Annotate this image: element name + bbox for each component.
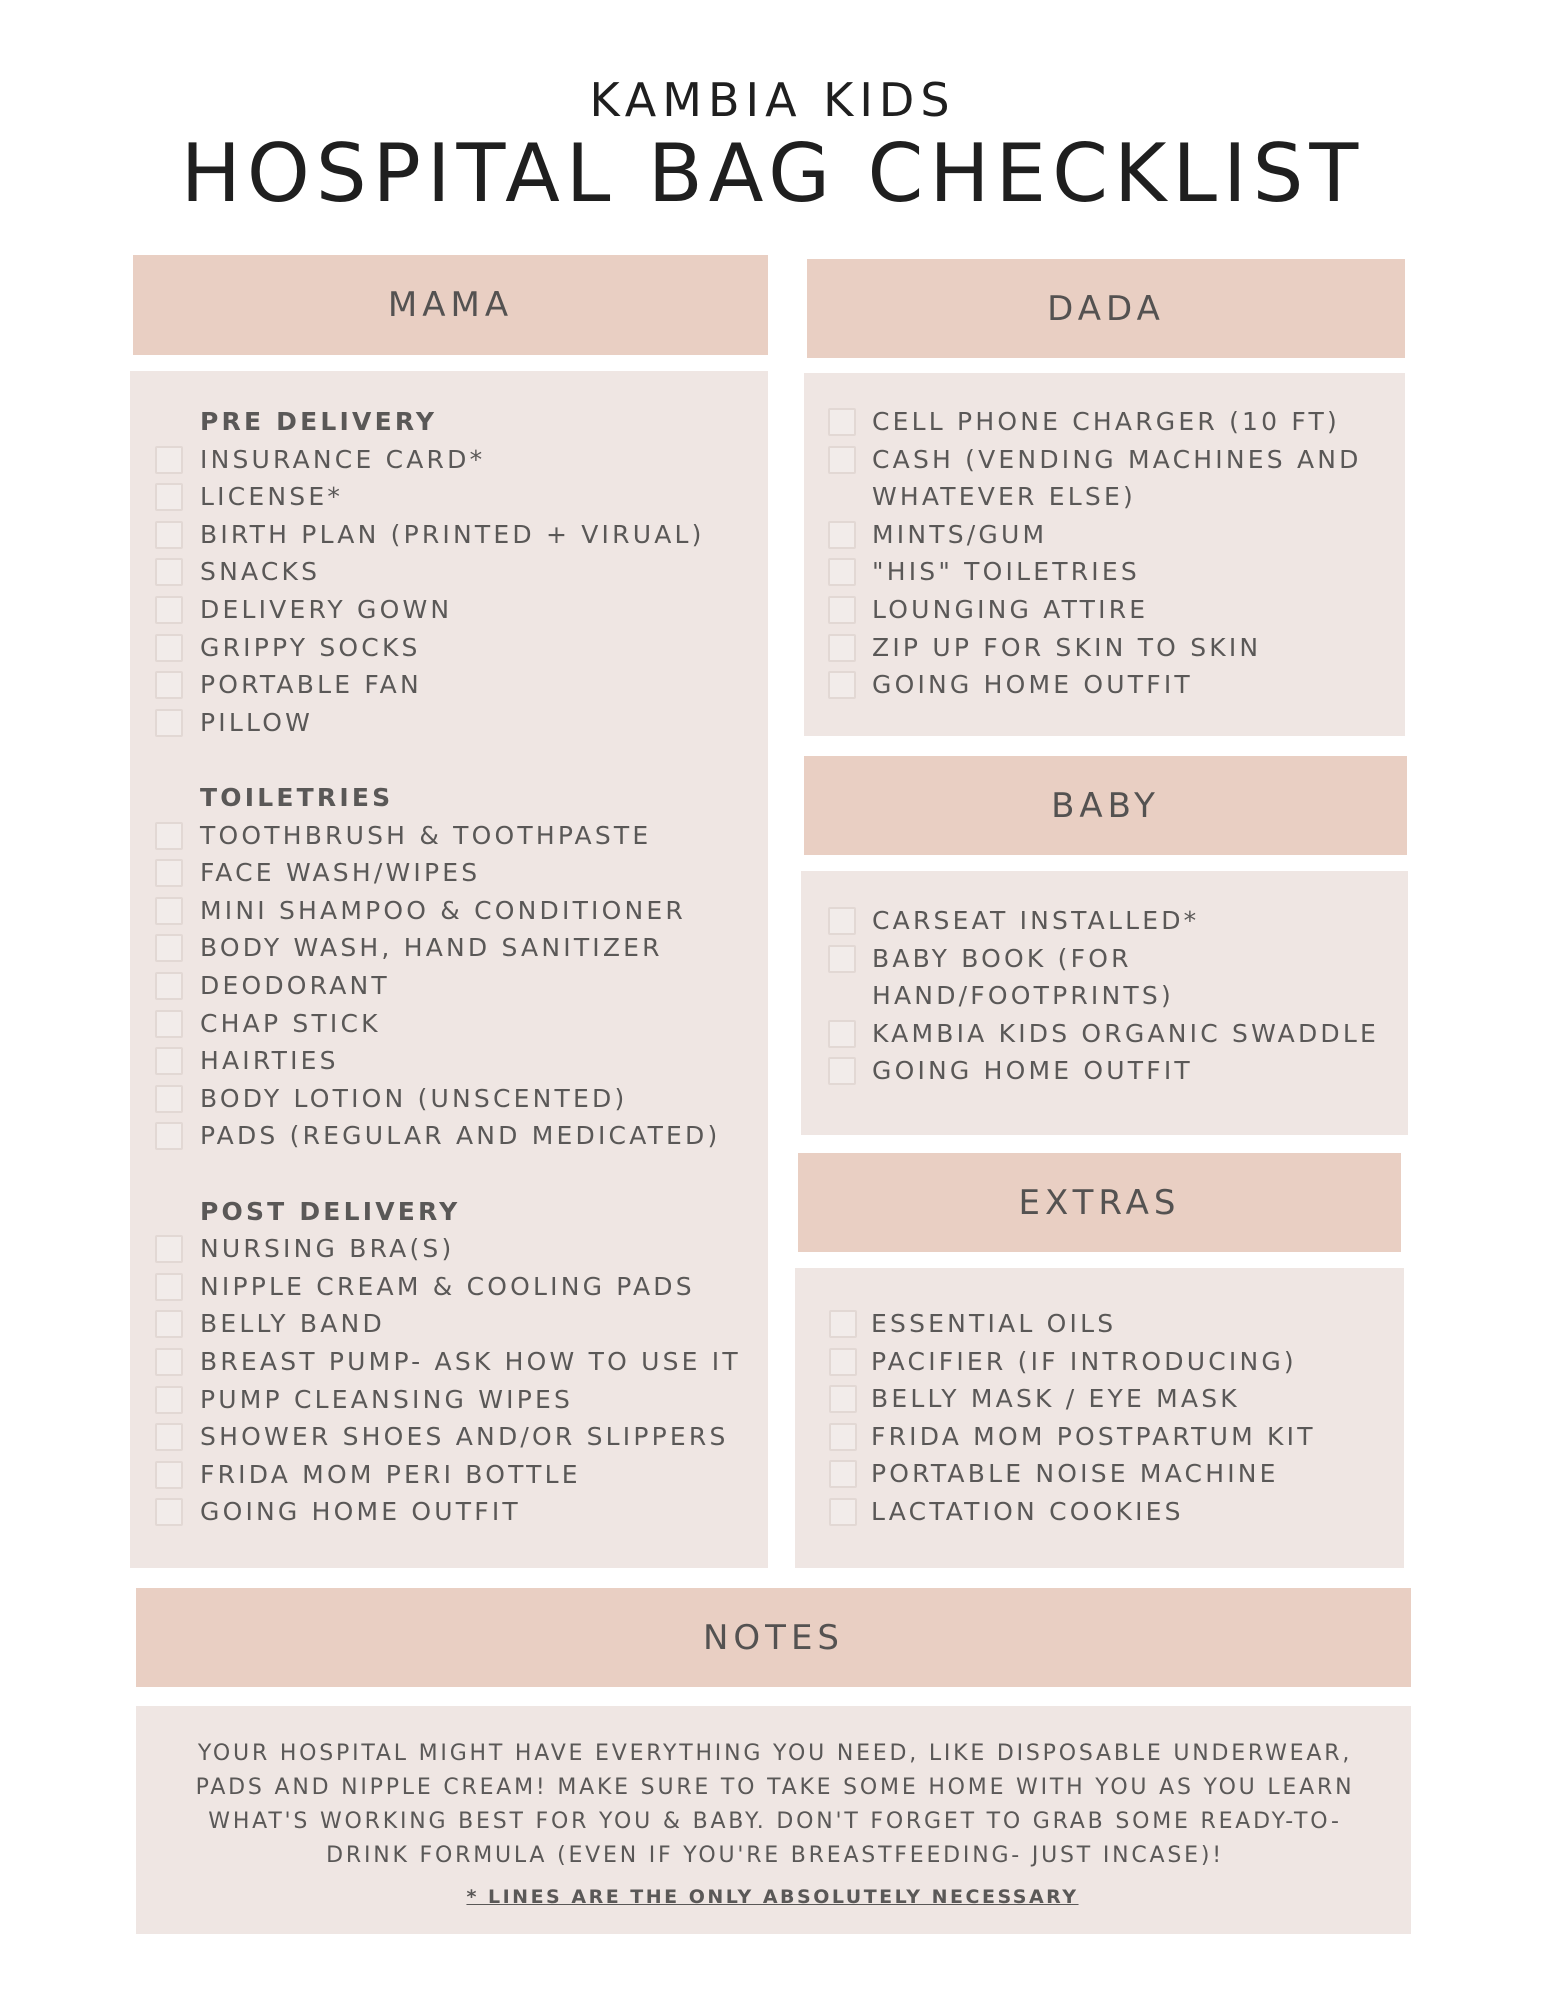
checkbox[interactable] [155, 1310, 183, 1338]
checklist-item: HAIRTIES [200, 1046, 339, 1076]
baby-heading: BABY [1051, 785, 1160, 826]
checkbox[interactable] [155, 1235, 183, 1263]
checklist-item: PADS (REGULAR AND MEDICATED) [200, 1121, 721, 1151]
checklist-item: FRIDA MOM POSTPARTUM KIT [871, 1421, 1316, 1451]
checklist-item: INSURANCE CARD* [200, 444, 486, 474]
checklist-item: DELIVERY GOWN [200, 595, 453, 624]
checkbox[interactable] [155, 634, 183, 662]
checklist-item: LACTATION COOKIES [871, 1497, 1184, 1526]
checklist-item: FRIDA MOM PERI BOTTLE [200, 1459, 581, 1489]
page-title: HOSPITAL BAG CHECKLIST [180, 127, 1365, 220]
checkbox[interactable] [829, 1310, 857, 1338]
checklist-item: GOING HOME OUTFIT [872, 670, 1193, 700]
extras-heading: EXTRAS [1018, 1182, 1181, 1223]
checkbox[interactable] [828, 671, 856, 699]
checklist-item: GOING HOME OUTFIT [872, 1056, 1193, 1086]
checkbox[interactable] [828, 558, 856, 586]
checklist-item: PACIFIER (IF INTRODUCING) [871, 1346, 1297, 1376]
checkbox[interactable] [155, 1498, 183, 1526]
mama-heading: MAMA [387, 285, 514, 325]
checkbox[interactable] [155, 558, 183, 586]
checklist-item: PILLOW [200, 707, 314, 737]
checklist-item: CASH (VENDING MACHINES AND [872, 444, 1362, 474]
checkbox[interactable] [829, 1348, 857, 1376]
checkbox[interactable] [829, 1498, 857, 1526]
checkbox[interactable] [155, 934, 183, 962]
checklist-item: DEODORANT [200, 971, 390, 1000]
checkbox[interactable] [155, 596, 183, 624]
checklist-item: ZIP UP FOR SKIN TO SKIN [872, 632, 1262, 662]
checklist-item: "HIS" TOILETRIES [872, 557, 1140, 587]
checklist-item: BABY BOOK (FOR [872, 943, 1132, 973]
checkbox[interactable] [828, 408, 856, 436]
checklist-item: MINTS/GUM [872, 519, 1048, 549]
checklist-item: NURSING BRA(S) [200, 1234, 455, 1264]
section-title: TOILETRIES [200, 783, 394, 812]
checkbox[interactable] [828, 945, 856, 973]
checkbox[interactable] [155, 1122, 183, 1150]
brand-name: KAMBIA KIDS [589, 73, 956, 127]
checklist-item: BELLY BAND [200, 1309, 385, 1339]
baby-header [804, 756, 1407, 855]
checkbox[interactable] [828, 634, 856, 662]
checklist-item: BODY LOTION (UNSCENTED) [200, 1083, 628, 1113]
checklist-item: LICENSE* [200, 482, 344, 512]
checkbox[interactable] [155, 822, 183, 850]
checklist-item: PORTABLE NOISE MACHINE [871, 1459, 1279, 1489]
checkbox[interactable] [828, 521, 856, 549]
checklist-item: NIPPLE CREAM & COOLING PADS [200, 1271, 695, 1301]
checkbox[interactable] [828, 596, 856, 624]
checkbox[interactable] [155, 709, 183, 737]
checkbox[interactable] [829, 1423, 857, 1451]
checkbox[interactable] [829, 1460, 857, 1488]
checklist-item: CARSEAT INSTALLED* [872, 906, 1200, 935]
checkbox[interactable] [155, 1386, 183, 1414]
checkbox[interactable] [828, 1020, 856, 1048]
checklist-item: LOUNGING ATTIRE [872, 595, 1149, 624]
checklist-item: SNACKS [200, 557, 321, 587]
checklist-item: MINI SHAMPOO & CONDITIONER [200, 895, 686, 925]
notes-heading: NOTES [702, 1617, 845, 1658]
checklist-item: CELL PHONE CHARGER (10 FT) [872, 407, 1340, 436]
checklist-item: BIRTH PLAN (PRINTED + VIRUAL) [200, 519, 705, 549]
checklist-item: BREAST PUMP- ASK HOW TO USE IT [200, 1347, 741, 1376]
checkbox[interactable] [155, 521, 183, 549]
extras-header [798, 1153, 1401, 1252]
checklist-item: BODY WASH, HAND SANITIZER [200, 933, 663, 963]
checklist-item: HAND/FOOTPRINTS) [872, 981, 1174, 1011]
checklist-item: CHAP STICK [200, 1008, 381, 1038]
checklist-item: SHOWER SHOES AND/OR SLIPPERS [200, 1422, 729, 1452]
dada-heading: DADA [1047, 288, 1165, 329]
section-title: POST DELIVERY [200, 1196, 461, 1226]
checklist-item: PUMP CLEANSING WIPES [200, 1384, 574, 1414]
section-title: PRE DELIVERY [200, 407, 438, 436]
checklist-item: FACE WASH/WIPES [200, 858, 481, 888]
checkbox[interactable] [828, 907, 856, 935]
checklist-item: GRIPPY SOCKS [200, 632, 421, 662]
checklist-item: ESSENTIAL OILS [871, 1309, 1117, 1338]
checklist-item: PORTABLE FAN [200, 670, 422, 700]
checkbox[interactable] [155, 1423, 183, 1451]
checkbox[interactable] [155, 897, 183, 925]
checkbox[interactable] [828, 446, 856, 474]
checklist-item: GOING HOME OUTFIT [200, 1497, 521, 1527]
checkbox[interactable] [155, 446, 183, 474]
checklist-item: WHATEVER ELSE) [872, 482, 1136, 512]
checkbox[interactable] [828, 1057, 856, 1085]
checkbox[interactable] [155, 671, 183, 699]
notes-footnote: * LINES ARE THE ONLY ABSOLUTELY NECESSARY [466, 1886, 1079, 1908]
notes-header [136, 1588, 1411, 1687]
checkbox[interactable] [155, 972, 183, 1000]
checkbox[interactable] [155, 1348, 183, 1376]
checkbox[interactable] [155, 1273, 183, 1301]
checklist-item: TOOTHBRUSH & TOOTHPASTE [200, 820, 652, 850]
checkbox[interactable] [829, 1385, 857, 1413]
checklist-item: BELLY MASK / EYE MASK [871, 1384, 1240, 1414]
mama-header [133, 255, 768, 355]
checkbox[interactable] [155, 1047, 183, 1075]
checklist-item: KAMBIA KIDS ORGANIC SWADDLE [872, 1018, 1379, 1048]
notes-body: YOUR HOSPITAL MIGHT HAVE EVERYTHING YOU NEED, LIKE DISPOSABLE UNDERWEAR, PADS AND NIPPLE CREAM! MAKE SURE TO TAKE SOME HOME WITH YOU AS YOU LEARN WHAT'S WORKING BEST FOR YOU & BABY. DON'T FORGET TO GRAB SOME READY-TO-DRINK FORMULA (EVEN IF YOU'RE BREASTFEEDING- JUST INCASE)! [195, 1741, 1355, 1868]
checkbox[interactable] [155, 1085, 183, 1113]
dada-header [807, 259, 1405, 358]
checkbox[interactable] [155, 1461, 183, 1489]
checkbox[interactable] [155, 859, 183, 887]
checkbox[interactable] [155, 483, 183, 511]
checkbox[interactable] [155, 1010, 183, 1038]
